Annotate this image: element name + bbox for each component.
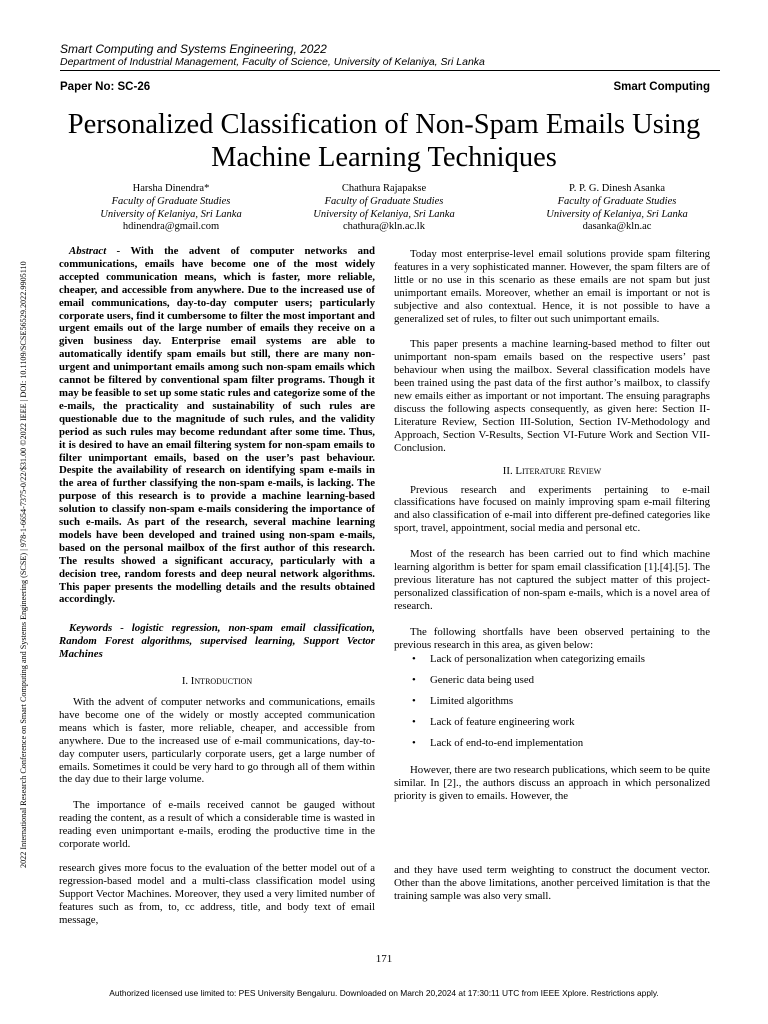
author-name: Harsha Dinendra* xyxy=(132,183,210,194)
left-column xyxy=(59,245,375,851)
list-item: • Lack of end-to-end implementation xyxy=(394,737,710,758)
author-email: hdinendra@gmail.com xyxy=(122,221,220,233)
body-paragraph: Most of the research has been carried out to find which machine learning algorithm is better for spam email classification [1].[4].[5]. The previous literature has not captured the subject matter of this project-personalized classification of non-spam e-mails, which is a novel area of research. xyxy=(394,548,710,612)
body-paragraph: However, there are two research publications, which seem to be quite similar. In [2]., the authors discuss an approach in which personalized priority is given to emails. However, the xyxy=(394,764,710,803)
author-faculty: Faculty of Graduate Studies xyxy=(557,195,677,207)
keywords: Keywords - logistic regression, non-spam email classification, Random Forest algorithms, supervised learning, Support Vector Machines xyxy=(59,622,375,661)
abstract xyxy=(59,245,375,606)
intro-paragraph: With the advent of computer networks and communications, emails have become one of the widely or mostly accepted communication means which is faster, more reliable, cheaper, and accessible from anywhere. Due to the increased use of e-mail communications, day-to-day computer users, particularly corporate users, get a large number of emails. Sometimes it could be very hard to go through all of them within the day due to their large volume. xyxy=(59,696,375,786)
body-paragraph: Today most enterprise-level email solutions provide spam filtering features in a very sophisticated manner. However, the spam filters are of little or no use in this scenario as these emails are not spam but just unimportant emails. Moreover, whether an email is important or not is subjective and also contextual. Hence, it is not possible to have a generalized set of rules, to filter out such unimportant emails. xyxy=(394,248,710,325)
abstract-text: With the advent of computer networks and communications, emails have become one of the most widely accepted communication means, which is faster, more reliable, cheaper, and accessible from anywhere. Due to the increased use of email communications, day-to-day computer users; particularly corporate users, find it cumbersome to filter the most important and urgent emails out of the large number of emails they receive on a given business day. Enterprise email systems are able to automatically identify spam emails but still, there are many non-urgent and unimportant emails among such non-spam emails which cannot be filtered by conventional spam filter programs. Though it may be feasible to set up some static rules and categorize some of the e-mails, the practicality and sustainability of such rules are questionable due to the magnitude of such rules, and the validity period as such rules may become redundant after some time. Thus, it is desired to have an email filtering system for non-spam emails to filter unimportant emails, based on the user’s past behaviour. Despite the availability of research on identifying spam e-mails in the area of further classifying the non-spam e-mails, is lacking. The purpose of this research is to provide a machine learning-based solution to classify non-spam e-mails considering the importance of such e-mails. As part of the research, several machine learning models have been developed and trained using non-spam e-mails, based on the personal mailbox of the first author of this research. The results showed a significant accuracy, particularly with a decision tree, random forests and deep neural network algorithms. This paper presents the modelling details and the results obtained accordingly. xyxy=(59,245,375,606)
track-name: Smart Computing xyxy=(613,81,710,93)
section-heading-introduction: I. Introduction xyxy=(181,675,253,688)
department-line: Department of Industrial Management, Faculty of Science, University of Kelaniya, Sri Lanka xyxy=(60,56,485,68)
author-email: chathura@kln.ac.lk xyxy=(343,221,425,233)
list-item: • Generic data being used xyxy=(394,674,710,695)
paper-title: Personalized Classification of Non-Spam Emails Using Machine Learning Techniques xyxy=(67,109,701,173)
author-faculty: Faculty of Graduate Studies xyxy=(324,195,444,207)
body-paragraph: Previous research and experiments pertaining to e-mail classifications have focused on mainly improving spam e-mail filtering and also classification of e-mail into different pre-defined categories like sport, travel, appointment, social media and personal etc. xyxy=(394,483,710,535)
author-block xyxy=(274,183,494,234)
bottom-right-paragraph: and they have used term weighting to construct the document vector. Other than the above limitations, another perceived limitation is that the training sample was also very small. xyxy=(394,864,710,902)
doi-sidebar: 2022 International Research Conference on Smart Computing and Systems Engineering (SCSE) | 978-1-6654-7375-0/22/$31.00 ©2022 IEEE | DOI: 10.1109/SCSE56529.2022.9905110 xyxy=(19,261,28,868)
author-university: University of Kelaniya, Sri Lanka xyxy=(100,208,242,220)
author-block xyxy=(61,183,281,234)
author-block xyxy=(507,183,727,234)
body-paragraph: This paper presents a machine learning-based method to filter out unimportant non-spam emails based on the respective users’ past behaviour when using the mailbox. Several classification models have been trained using the past data of the first author’s mailbox, to classify new emails either as important or not important. The ensuing paragraphs discuss the following aspects consequently, as given here: Section II-Literature Review, Section III-Solution, Section IV-Methodology and Approach, Section V-Results, Section VI-Future Work and Section VII-Conclusion. xyxy=(394,338,710,454)
header-rule xyxy=(60,70,720,71)
shortfalls-list xyxy=(394,653,710,758)
author-faculty: Faculty of Graduate Studies xyxy=(111,195,231,207)
author-university: University of Kelaniya, Sri Lanka xyxy=(546,208,688,220)
right-column xyxy=(394,248,710,803)
author-university: University of Kelaniya, Sri Lanka xyxy=(313,208,455,220)
conference-name: Smart Computing and Systems Engineering, 2022 xyxy=(60,42,327,56)
bottom-left-paragraph: research gives more focus to the evaluation of the better model out of a regression-based model and a multi-class classification model using Support Vector Machines. Moreover, they used a very limited number of features such as from, to, cc address, title, and body text of email message, xyxy=(59,862,375,926)
body-paragraph: The following shortfalls have been observed pertaining to the previous research in this area, as given below: xyxy=(394,625,710,651)
author-email: dasanka@kln.ac xyxy=(582,221,652,233)
list-item: • Lack of personalization when categorizing emails xyxy=(394,653,710,674)
paper-number: Paper No: SC-26 xyxy=(60,81,151,93)
author-name: Chathura Rajapakse xyxy=(341,183,427,194)
conference-header xyxy=(60,42,720,71)
section-heading-literature-review: II. Literature Review xyxy=(502,464,602,477)
abstract-label: Abstract - xyxy=(69,245,121,257)
page-number: 171 xyxy=(375,953,393,965)
license-footer: Authorized licensed use limited to: PES University Bengaluru. Downloaded on March 20,2024 at 17:30:11 UTC from IEEE Xplore. Restrictions apply. xyxy=(109,988,659,998)
list-item: • Lack of feature engineering work xyxy=(394,716,710,737)
intro-paragraph: The importance of e-mails received cannot be gauged without reading the content, as a result of which a considerable time is wasted in reading even unimportant e-mails, eroding the productive time in the corporate world. xyxy=(59,799,375,851)
author-name: P. P. G. Dinesh Asanka xyxy=(569,183,665,194)
list-item: • Limited algorithms xyxy=(394,695,710,716)
